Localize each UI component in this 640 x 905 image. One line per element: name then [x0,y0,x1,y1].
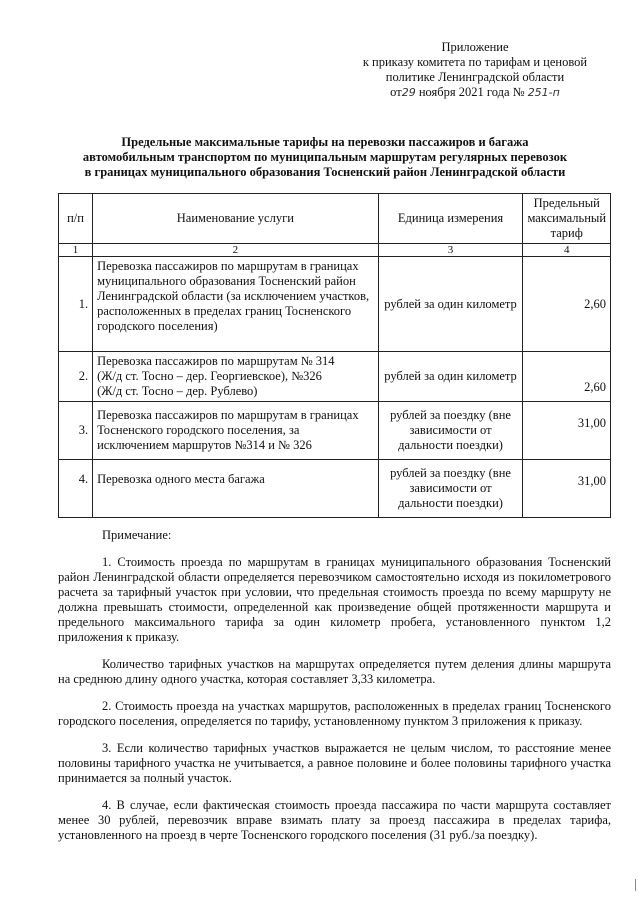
note-paragraph: 2. Стоимость проезда на участках маршрутов, расположенных в пределах границ Тосненского городского поселения, определяется по тарифу, установленному пунктом 3 приложения к приказу. [58,699,611,728]
header-line-2: политике Ленинградской области [385,70,565,84]
title-line-1: Предельные максимальные тарифы на перевозки пассажиров и багажа [121,135,529,149]
tariff-value: 31,00 [523,460,611,518]
handwritten-order-number: 251-п [527,86,560,99]
table-header-row [59,194,611,244]
date-prefix: от [390,85,402,99]
tariff-table [58,193,611,518]
column-number: 2 [93,244,379,257]
note-paragraph: 4. В случае, если фактическая стоимость проезда пассажира по части маршрута составляет менее 30 рублей, перевозчик вправе взимать плату за проезд пассажира в пределах тарифа, установленного на проезд в черте Тосненского городского поселения (31 руб./за поездку). [58,798,611,842]
document-title [40,135,610,180]
table-row [59,402,611,460]
row-number: 3. [59,402,93,460]
header-cell-unit: Единица измерения [378,194,523,244]
note-paragraph: 1. Стоимость проезда по маршрутам в границах муниципального образования Тосненский район Ленинградской области определяется перевозчиком самостоятельно исходя из покилометрового расчета за тарифный участок при условии, что предельная стоимость проезда по всему маршруту не должна превышать стоимости, определенной как произведение общей протяженности маршрута и предельного максимального тарифа за один километр пробега, установленного пунктом 1,2 приложения к приказу. [58,555,611,644]
table-row [59,460,611,518]
notes-section [58,528,611,855]
service-name [93,352,379,402]
document-header [350,40,600,100]
service-name: Перевозка пассажиров по маршрутам в границах муниципального образования Тосненский район Ленинградской области (за исключением участков, расположенных в пределах границ Тосненского городского поселения) [93,257,379,352]
tariff-value: 31,00 [523,402,611,460]
unit-of-measure: рублей за поездку (вне зависимости от дальности поездки) [378,402,523,460]
title-line-3: в границах муниципального образования Тосненский район Ленинградской области [84,165,566,179]
page-edge-mark [635,879,636,891]
header-cell-num: п/п [59,194,93,244]
column-number: 3 [378,244,523,257]
unit-of-measure: рублей за поездку (вне зависимости от дальности поездки) [378,460,523,518]
column-number: 4 [523,244,611,257]
tariff-value: 2,60 [523,257,611,352]
note-paragraph: Количество тарифных участков на маршрутах определяется путем деления длины маршрута на среднюю длину одного участка, которая составляет 3,33 километра. [58,657,611,686]
appendix-label: Приложение [441,40,509,54]
row-number: 4. [59,460,93,518]
order-date-line [350,85,600,100]
row-number: 1. [59,257,93,352]
tariff-value: 2,60 [523,352,611,402]
row-number: 2. [59,352,93,402]
note-paragraph: 3. Если количество тарифных участков выражается не целым числом, то расстояние менее половины тарифного участка не учитывается, а равное половине и более половины тарифного участка принимается за полный участок. [58,741,611,785]
header-cell-tariff: Предельный максимальный тариф [523,194,611,244]
service-name: Перевозка пассажиров по маршрутам в границах Тосненского городского поселения, за исключением маршрутов №314 и № 326 [93,402,379,460]
header-cell-name: Наименование услуги [93,194,379,244]
column-number: 1 [59,244,93,257]
service-name: Перевозка одного места багажа [93,460,379,518]
title-line-2: автомобильным транспортом по муниципальным маршрутам регулярных перевозок [82,150,568,164]
table-row [59,352,611,402]
unit-of-measure: рублей за один километр [378,352,523,402]
service-name-line: Перевозка пассажиров по маршрутам № 314 [97,354,335,368]
service-name-line: (Ж/д ст. Тосно – дер. Георгиевское), №326 [97,369,322,383]
column-number-row [59,244,611,257]
notes-title: Примечание: [102,528,172,542]
date-rest: ноября 2021 года № [418,85,525,99]
table-row [59,257,611,352]
unit-of-measure: рублей за один километр [378,257,523,352]
service-name-line: (Ж/д ст. Тосно – дер. Рублево) [97,384,258,398]
header-line-1: к приказу комитета по тарифам и ценовой [362,55,588,69]
handwritten-day: 29 [401,86,416,99]
